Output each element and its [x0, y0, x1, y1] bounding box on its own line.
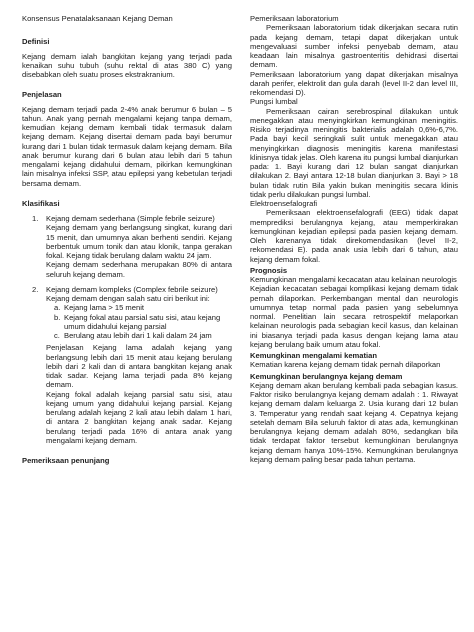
item-paragraph: Kejang demam dengan salah satu ciri berikut ini:	[46, 294, 210, 303]
left-column	[22, 14, 232, 470]
item-paragraph: Penjelasan Kejang lama adalah kejang yang berlangsung lebih dari 15 menit atau kejang berulang lebih dari 2 kali dan di antara bangkitan kejang anak tidak sadar. Kejang lama terjadi pada 8% kejang demam.	[46, 343, 232, 390]
item-number: 1.	[32, 214, 39, 223]
penjelasan-paragraph: Kejang demam terjadi pada 2-4% anak berumur 6 bulan – 5 tahun. Anak yang pernah mengalami kejang tanpa demam, kemudian kejang demam kembali tidak termasuk dalam kejang demam. Kejang disertai demam pada bayi berumur kurang dari 1 bulan tidak termasuk dalam kejang demam. Bila anak berumur kurang dari 6 bulan atau lebih dari 5 tahun mengalami kejang didahului demam, pikirkan kemungkinan lain misalnya infeksi SSP, atau epilepsi yang kebetulan terjadi bersama demam.	[22, 104, 232, 188]
prognosis-paragraph: Kejadian kecacatan sebagai komplikasi kejang demam tidak pernah dilaporkan. Perkembangan mental dan neurologis umumnya tetap normal pada pasien yang sebelumnya normal. Penelitian lain secara retrospektif melaporkan kelainan neurologis pada sebagian kecil kasus, dan kelainan ini biasanya terjadi pada kasus dengan kejang lama atau kejang berulang baik umum atau fokal.	[250, 284, 458, 349]
klasifikasi-heading: Klasifikasi	[22, 198, 60, 208]
list-item	[22, 331, 232, 340]
penunjang-heading: Pemeriksaan penunjang	[22, 456, 110, 465]
document-title: Konsensus Penatalaksanaan Kejang Deman	[22, 14, 173, 23]
bullet-text: Berulang atau lebih dari 1 kali dalam 24 jam	[64, 331, 212, 340]
prognosis-subheading: Kemungkinan mengalami kecacatan atau kelainan neurologis	[250, 275, 457, 284]
bullet-text: Kejang fokal atau parsial satu sisi, atau kejang umum didahului kejang parsial	[64, 312, 221, 331]
pungsi-heading: Pungsi lumbal	[250, 97, 298, 107]
item-title: Kejang demam kompleks (Complex febrile seizure)	[46, 284, 218, 294]
item-title: Kejang demam sederhana (Simple febrile seizure)	[46, 214, 215, 223]
bullet-mark: a.	[54, 303, 61, 313]
lab-paragraph-2: Pemeriksaan laboratorium yang dapat dikerjakan misalnya darah perifer, elektrolit dan gula darah (level II-2 dan level III, rekomendasi D).	[250, 69, 458, 97]
eeg-heading: Elektroensefalografi	[250, 199, 318, 208]
list-item	[22, 313, 232, 332]
lab-heading: Pemeriksaan laboratorium	[250, 14, 339, 23]
bullet-text: Kejang lama > 15 menit	[64, 303, 144, 313]
klasifikasi-item-2-body	[22, 294, 232, 303]
klasifikasi-item-2-explanation	[22, 340, 232, 445]
lab-paragraph-1: Pemeriksaan laboratorium tidak dikerjakan secara rutin pada kejang demam, tetapi dapat dikerjakan untuk mengevaluasi sumber infeksi penyebab demam, atau keadaan lain misalnya gastroenteritis dehidrasi disertai demam.	[250, 23, 458, 70]
kematian-heading: Kemungkinan mengalami kematian	[250, 351, 378, 360]
bullet-mark: c.	[54, 331, 60, 340]
prognosis-heading: Prognosis	[250, 265, 288, 275]
item-number: 2.	[32, 284, 39, 294]
eeg-paragraph: Pemeriksaan elektroensefalografi (EEG) tidak dapat memprediksi berulangnya kejang, atau memperkirakan kemungkinan kejadian epilepsi pada pasien kejang demam. Oleh karenanya tidak direkomendasikan (level II-2, rekomendasi E). pada anak usia lebih dari 6 tahun, atau kejang demam fokal.	[250, 208, 458, 264]
item-paragraph: Kejang fokal adalah kejang parsial satu sisi, atau kejang umum yang didahului kejang parsial. Kejang berulang adalah kejang 2 kali atau lebih dalam 1 hari, di antara 2 bangkitan kejang anak sadar. Kejang berulang terjadi pada 16% di antara anak yang mengalami kejang demam.	[46, 389, 232, 445]
list-item	[22, 303, 232, 312]
berulang-paragraph: Kejang demam akan berulang kembali pada sebagian kasus. Faktor risiko berulangnya kejang demam adalah : 1. Riwayat kejang demam dalam keluarga 2. Usia kurang dari 12 bulan 3. Temperatur yang rendah saat kejang 4. Cepatnya kejang setelah demam Bila seluruh faktor di atas ada, kemungkinan berulangnya kejang demam adalah 80%, sedangkan bila tidak terdapat faktor tersebut kemungkinan berulangnya kejang demam hanya 10%-15%. Kemungkinan berulangnya kejang demam paling besar pada tahun pertama.	[250, 380, 458, 464]
pungsi-paragraph: Pemeriksaan cairan serebrospinal dilakukan untuk menegakkan atau menyingkirkan kemungkinan meningitis. Risiko terjadinya meningitis bakterialis adalah 0,6%-6,7%. Pada bayi kecil seringkali sulit untuk menegakkan atau menyingkirkan diagnosis meningitis karena manifestasi klinisnya tidak jelas. Oleh karena itu pungsi lumbal dianjurkan pada: 1. Bayi kurang dari 12 bulan sangat dianjurkan dilakukan 2. Bayi antara 12-18 bulan dianjurkan 3. Bayi > 18 bulan tidak rutin Bila yakin bukan meningitis secara klinis tidak perlu dilakukan pungsi lumbal.	[250, 106, 458, 199]
item-paragraph: Kejang demam yang berlangsung singkat, kurang dari 15 menit, dan umumnya akan berhenti sendiri. Kejang berbentuk umum tonik dan atau klonik, tanpa gerakan fokal. Kejang tidak berulang dalam waktu 24 jam.	[46, 223, 232, 260]
klasifikasi-item-1	[22, 214, 232, 223]
klasifikasi-item-1-body	[22, 223, 232, 279]
penjelasan-heading: Penjelasan	[22, 90, 62, 100]
definisi-heading: Definisi	[22, 37, 50, 47]
kematian-paragraph: Kematian karena kejang demam tidak pernah dilaporkan	[250, 360, 441, 370]
definisi-paragraph: Kejang demam ialah bangkitan kejang yang terjadi pada kenaikan suhu tubuh (suhu rektal di atas 380 C) yang disebabkan oleh suatu proses ekstrakranium.	[22, 51, 232, 79]
item-paragraph: Kejang demam sederhana merupakan 80% di antara seluruh kejang demam.	[46, 260, 232, 279]
klasifikasi-item-2	[22, 285, 232, 294]
right-column	[250, 14, 458, 464]
bullet-mark: b.	[54, 312, 61, 322]
berulang-heading: Kemungkinan berulangnya kejang demam	[250, 371, 403, 381]
